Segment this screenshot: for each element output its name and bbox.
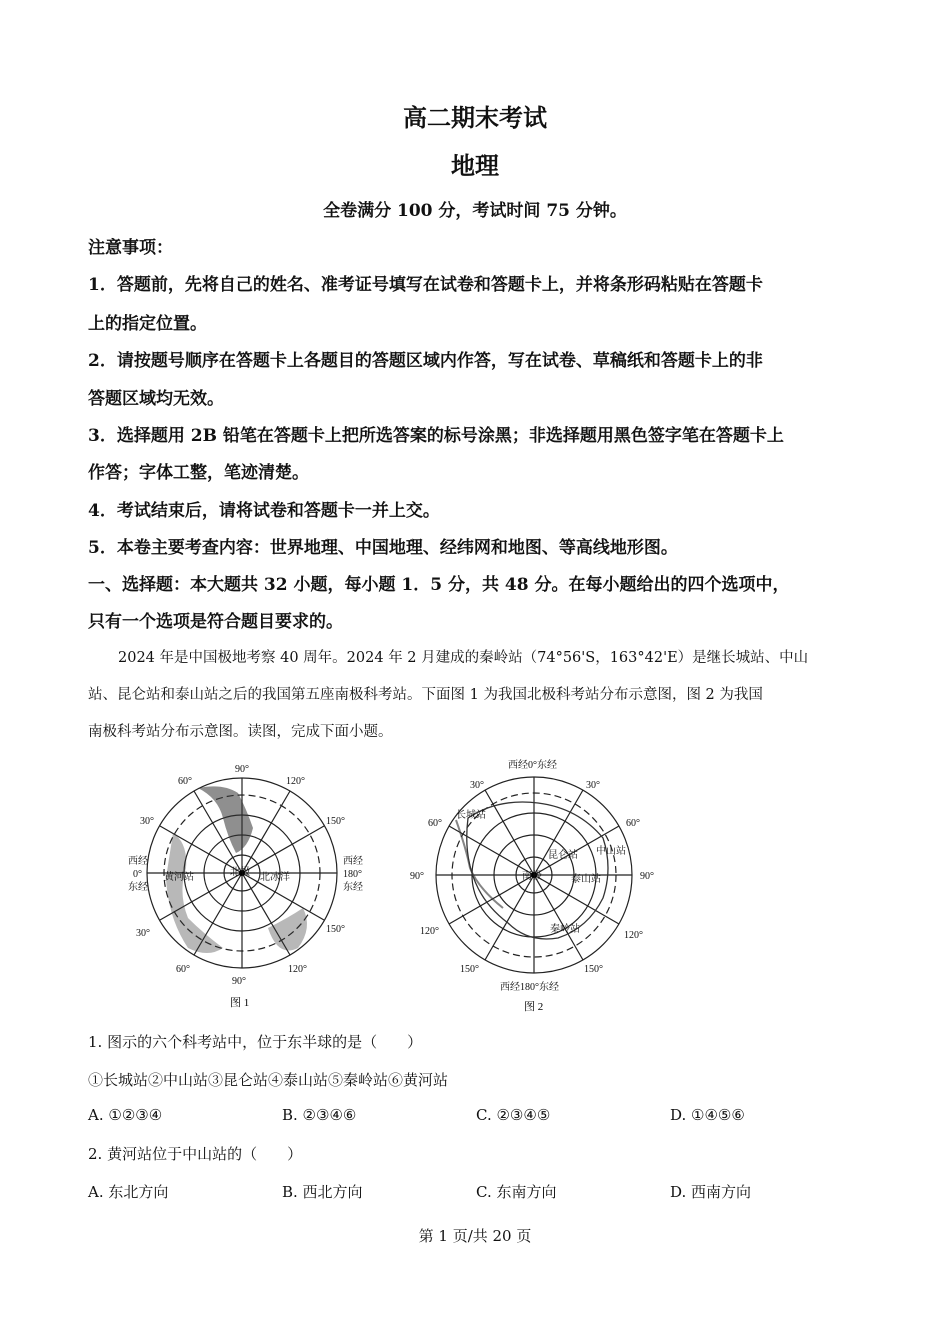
figure2-caption: 图 2 (524, 1001, 544, 1013)
fig1-label: 60° (176, 964, 190, 975)
q1-option-a[interactable]: A. ①②③④ (88, 1106, 163, 1124)
fig2-label: 西经180°东经 (500, 982, 559, 993)
fig1-label: 30° (140, 816, 154, 827)
fig1-label: 0° (133, 869, 142, 880)
note-line: 答题区域均无效。 (88, 389, 224, 409)
zhongshan-station-label: 中山站 (596, 846, 626, 857)
fig1-label: 西经 (128, 856, 148, 867)
q2-option-c[interactable]: C. 东南方向 (476, 1183, 557, 1201)
q1-option-c[interactable]: C. ②③④⑤ (476, 1106, 551, 1124)
fig2-label: 西经0°东经 (508, 760, 557, 771)
fig2-label: 60° (428, 818, 442, 829)
arctic-ocean-label: 北冰洋 (260, 872, 290, 883)
question-1-stem: 1. 图示的六个科考站中，位于东半球的是（ ） (88, 1033, 423, 1051)
fig2-label: 30° (470, 780, 484, 791)
changcheng-station-label: 长城站 (456, 810, 486, 821)
fig2-label: 120° (420, 926, 439, 937)
subject-title: 地理 (451, 151, 499, 180)
page-footer: 第 1 页/共 20 页 (418, 1227, 532, 1245)
question-2-stem: 2. 黄河站位于中山站的（ ） (88, 1145, 303, 1163)
fig1-label: 150° (326, 816, 345, 827)
section-heading: 只有一个选项是符合题目要求的。 (88, 612, 343, 632)
q2-option-d[interactable]: D. 西南方向 (670, 1183, 752, 1201)
note-line: 2．请按题号顺序在答题卡上各题目的答题区域内作答，写在试卷、草稿纸和答题卡上的非 (88, 351, 763, 371)
notes-heading: 注意事项： (88, 238, 173, 258)
fig2-label: 30° (586, 780, 600, 791)
fig1-label: 西经 (343, 856, 363, 867)
fig2-label: 90° (410, 871, 424, 882)
passage (88, 640, 868, 751)
fig2-label: 90° (640, 871, 654, 882)
note-line: 上的指定位置。 (88, 314, 207, 334)
qinling-station-label: 秦岭站 (550, 924, 580, 935)
q2-option-a[interactable]: A. 东北方向 (88, 1183, 169, 1201)
note-line: 1．答题前，先将自己的姓名、准考证号填写在试卷和答题卡上，并将条形码粘贴在答题卡 (88, 275, 763, 295)
passage-line: 南极科考站分布示意图。读图，完成下面小题。 (88, 724, 393, 740)
figure1-caption: 图 1 (230, 997, 250, 1009)
fig1-label: 东经 (343, 882, 363, 893)
fig1-label: 120° (286, 776, 305, 787)
north-pole-label: 北极 (230, 867, 250, 878)
taishan-station-label: 泰山站 (571, 874, 601, 885)
score-info: 全卷满分 100 分，考试时间 75 分钟。 (323, 201, 627, 221)
fig1-label: 60° (178, 776, 192, 787)
note-line: 5．本卷主要考查内容：世界地理、中国地理、经纬网和地图、等高线地形图。 (88, 538, 678, 558)
kunlun-station-label: 昆仑站 (548, 850, 578, 861)
fig1-label: 30° (136, 928, 150, 939)
section-heading: 一、选择题：本大题共 32 小题，每小题 1．5 分，共 48 分。在每小题给出的四个选项中， (88, 575, 790, 595)
exam-title: 高二期末考试 (403, 103, 547, 132)
south-pole-label: 南极 (522, 871, 542, 882)
fig2-label: 60° (626, 818, 640, 829)
fig1-label: 150° (326, 924, 345, 935)
figure2-antarctic-map (408, 758, 666, 1016)
fig2-label: 150° (584, 964, 603, 975)
fig1-label: 90° (235, 764, 249, 775)
fig1-label: 90° (232, 976, 246, 987)
fig1-label: 180° (343, 869, 362, 880)
q1-option-b[interactable]: B. ②③④⑥ (282, 1106, 357, 1124)
note-line: 3．选择题用 2B 铅笔在答题卡上把所选答案的标号涂黑；非选择题用黑色签字笔在答题卡上 (88, 426, 784, 446)
question-1-items: ①长城站②中山站③昆仑站④泰山站⑤秦岭站⑥黄河站 (88, 1071, 449, 1089)
huanghe-station-label: 黄河站 (164, 872, 194, 883)
q1-option-d[interactable]: D. ①④⑤⑥ (670, 1106, 745, 1124)
fig2-label: 120° (624, 930, 643, 941)
note-line: 4．考试结束后，请将试卷和答题卡一并上交。 (88, 501, 440, 521)
q2-option-b[interactable]: B. 西北方向 (282, 1183, 363, 1201)
note-line: 作答；字体工整，笔迹清楚。 (88, 463, 309, 483)
passage-line: 2024 年是中国极地考察 40 周年。2024 年 2 月建成的秦岭站（74°56'S，163°42'E）是继长城站、中山 (118, 650, 809, 666)
fig1-label: 东经 (128, 882, 148, 893)
passage-line: 站、昆仑站和泰山站之后的我国第五座南极科考站。下面图 1 为我国北极科考站分布示意图，图 2 为我国 (88, 687, 763, 703)
figure1-arctic-map (128, 758, 368, 1016)
fig2-label: 150° (460, 964, 479, 975)
fig1-label: 120° (288, 964, 307, 975)
